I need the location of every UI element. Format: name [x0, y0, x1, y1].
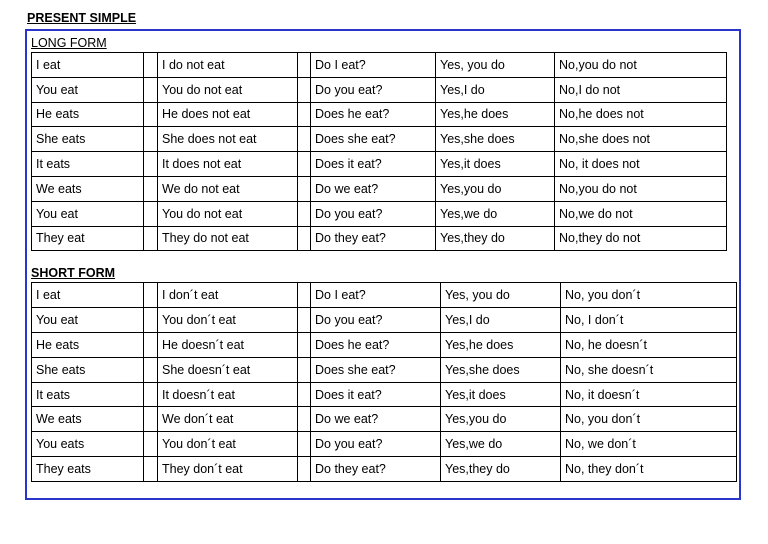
table-row [32, 53, 727, 78]
spacer-cell [144, 77, 158, 102]
affirmative-cell: She eats [32, 357, 144, 382]
spacer-cell [144, 201, 158, 226]
question-cell: Does she eat? [311, 127, 436, 152]
short-answer-yes-cell: Yes,we do [441, 432, 561, 457]
question-cell: Do we eat? [311, 407, 441, 432]
question-cell: Do you eat? [311, 77, 436, 102]
short-answer-yes-cell: Yes,you do [436, 176, 555, 201]
short-answer-yes-cell: Yes,I do [441, 307, 561, 332]
affirmative-cell: It eats [32, 382, 144, 407]
negative-cell: You do not eat [158, 77, 298, 102]
negative-cell: You do not eat [158, 201, 298, 226]
spacer-cell [298, 332, 311, 357]
affirmative-cell: She eats [32, 127, 144, 152]
short-answer-yes-cell: Yes,she does [436, 127, 555, 152]
short-answer-no-cell: No, it does not [555, 152, 727, 177]
affirmative-cell: We eats [32, 176, 144, 201]
spacer-cell [144, 127, 158, 152]
affirmative-cell: He eats [32, 332, 144, 357]
question-cell: Does it eat? [311, 152, 436, 177]
long-form-heading: LONG FORM [31, 36, 107, 50]
short-answer-no-cell: No,we do not [555, 201, 727, 226]
spacer-cell [298, 382, 311, 407]
spacer-cell [144, 357, 158, 382]
question-cell: Does he eat? [311, 102, 436, 127]
short-answer-yes-cell: Yes,we do [436, 201, 555, 226]
table-row [32, 283, 737, 308]
short-answer-no-cell: No, she doesn´t [561, 357, 737, 382]
table-row [32, 307, 737, 332]
spacer-cell [144, 53, 158, 78]
question-cell: Do they eat? [311, 457, 441, 482]
short-answer-yes-cell: Yes,I do [436, 77, 555, 102]
negative-cell: He doesn´t eat [158, 332, 298, 357]
spacer-cell [298, 457, 311, 482]
spacer-cell [144, 176, 158, 201]
question-cell: Do I eat? [311, 283, 441, 308]
spacer-cell [298, 152, 311, 177]
affirmative-cell: We eats [32, 407, 144, 432]
short-answer-no-cell: No, it doesn´t [561, 382, 737, 407]
spacer-cell [144, 283, 158, 308]
spacer-cell [144, 152, 158, 177]
short-answer-no-cell: No, they don´t [561, 457, 737, 482]
spacer-cell [298, 226, 311, 251]
negative-cell: It doesn´t eat [158, 382, 298, 407]
spacer-cell [144, 102, 158, 127]
affirmative-cell: You eats [32, 432, 144, 457]
spacer-cell [144, 332, 158, 357]
negative-cell: They do not eat [158, 226, 298, 251]
table-row [32, 102, 727, 127]
short-answer-yes-cell: Yes, you do [436, 53, 555, 78]
negative-cell: It does not eat [158, 152, 298, 177]
question-cell: Do you eat? [311, 201, 436, 226]
question-cell: Does he eat? [311, 332, 441, 357]
short-answer-yes-cell: Yes,it does [436, 152, 555, 177]
question-cell: Do you eat? [311, 307, 441, 332]
spacer-cell [298, 127, 311, 152]
spacer-cell [298, 407, 311, 432]
table-row [32, 432, 737, 457]
question-cell: Do you eat? [311, 432, 441, 457]
spacer-cell [298, 283, 311, 308]
spacer-cell [144, 407, 158, 432]
spacer-cell [298, 201, 311, 226]
question-cell: Does it eat? [311, 382, 441, 407]
short-answer-yes-cell: Yes,he does [436, 102, 555, 127]
table-row [32, 382, 737, 407]
question-cell: Do I eat? [311, 53, 436, 78]
spacer-cell [298, 102, 311, 127]
negative-cell: She does not eat [158, 127, 298, 152]
table-row [32, 226, 727, 251]
spacer-cell [144, 432, 158, 457]
short-answer-no-cell: No,he does not [555, 102, 727, 127]
short-answer-yes-cell: Yes,they do [436, 226, 555, 251]
question-cell: Do they eat? [311, 226, 436, 251]
short-answer-no-cell: No,she does not [555, 127, 727, 152]
short-answer-no-cell: No, he doesn´t [561, 332, 737, 357]
spacer-cell [144, 382, 158, 407]
affirmative-cell: They eat [32, 226, 144, 251]
affirmative-cell: I eat [32, 283, 144, 308]
affirmative-cell: You eat [32, 307, 144, 332]
negative-cell: We don´t eat [158, 407, 298, 432]
affirmative-cell: It eats [32, 152, 144, 177]
table-row [32, 201, 727, 226]
table-row [32, 332, 737, 357]
spacer-cell [144, 457, 158, 482]
negative-cell: You don´t eat [158, 307, 298, 332]
table-row [32, 407, 737, 432]
negative-cell: I don´t eat [158, 283, 298, 308]
short-answer-yes-cell: Yes,they do [441, 457, 561, 482]
spacer-cell [298, 77, 311, 102]
question-cell: Do we eat? [311, 176, 436, 201]
spacer-cell [144, 307, 158, 332]
long-form-table [31, 52, 727, 251]
short-answer-no-cell: No, I don´t [561, 307, 737, 332]
negative-cell: I do not eat [158, 53, 298, 78]
page-title: PRESENT SIMPLE [27, 11, 137, 25]
spacer-cell [298, 53, 311, 78]
question-cell: Does she eat? [311, 357, 441, 382]
short-form-table [31, 282, 737, 482]
table-row [32, 127, 727, 152]
spacer-cell [298, 357, 311, 382]
short-answer-yes-cell: Yes,it does [441, 382, 561, 407]
short-answer-no-cell: No, we don´t [561, 432, 737, 457]
table-row [32, 357, 737, 382]
negative-cell: He does not eat [158, 102, 298, 127]
table-row [32, 77, 727, 102]
short-answer-no-cell: No,I do not [555, 77, 727, 102]
short-answer-no-cell: No,you do not [555, 53, 727, 78]
short-answer-no-cell: No,you do not [555, 176, 727, 201]
short-answer-yes-cell: Yes,she does [441, 357, 561, 382]
affirmative-cell: You eat [32, 201, 144, 226]
affirmative-cell: They eats [32, 457, 144, 482]
table-row [32, 176, 727, 201]
short-answer-yes-cell: Yes, you do [441, 283, 561, 308]
spacer-cell [298, 307, 311, 332]
spacer-cell [144, 226, 158, 251]
affirmative-cell: I eat [32, 53, 144, 78]
negative-cell: We do not eat [158, 176, 298, 201]
affirmative-cell: You eat [32, 77, 144, 102]
spacer-cell [298, 432, 311, 457]
affirmative-cell: He eats [32, 102, 144, 127]
short-answer-no-cell: No,they do not [555, 226, 727, 251]
negative-cell: She doesn´t eat [158, 357, 298, 382]
negative-cell: You don´t eat [158, 432, 298, 457]
short-answer-yes-cell: Yes,he does [441, 332, 561, 357]
negative-cell: They don´t eat [158, 457, 298, 482]
spacer-cell [298, 176, 311, 201]
short-form-heading: SHORT FORM [31, 266, 116, 280]
table-row [32, 457, 737, 482]
short-answer-no-cell: No, you don´t [561, 407, 737, 432]
short-answer-no-cell: No, you don´t [561, 283, 737, 308]
short-answer-yes-cell: Yes,you do [441, 407, 561, 432]
table-row [32, 152, 727, 177]
